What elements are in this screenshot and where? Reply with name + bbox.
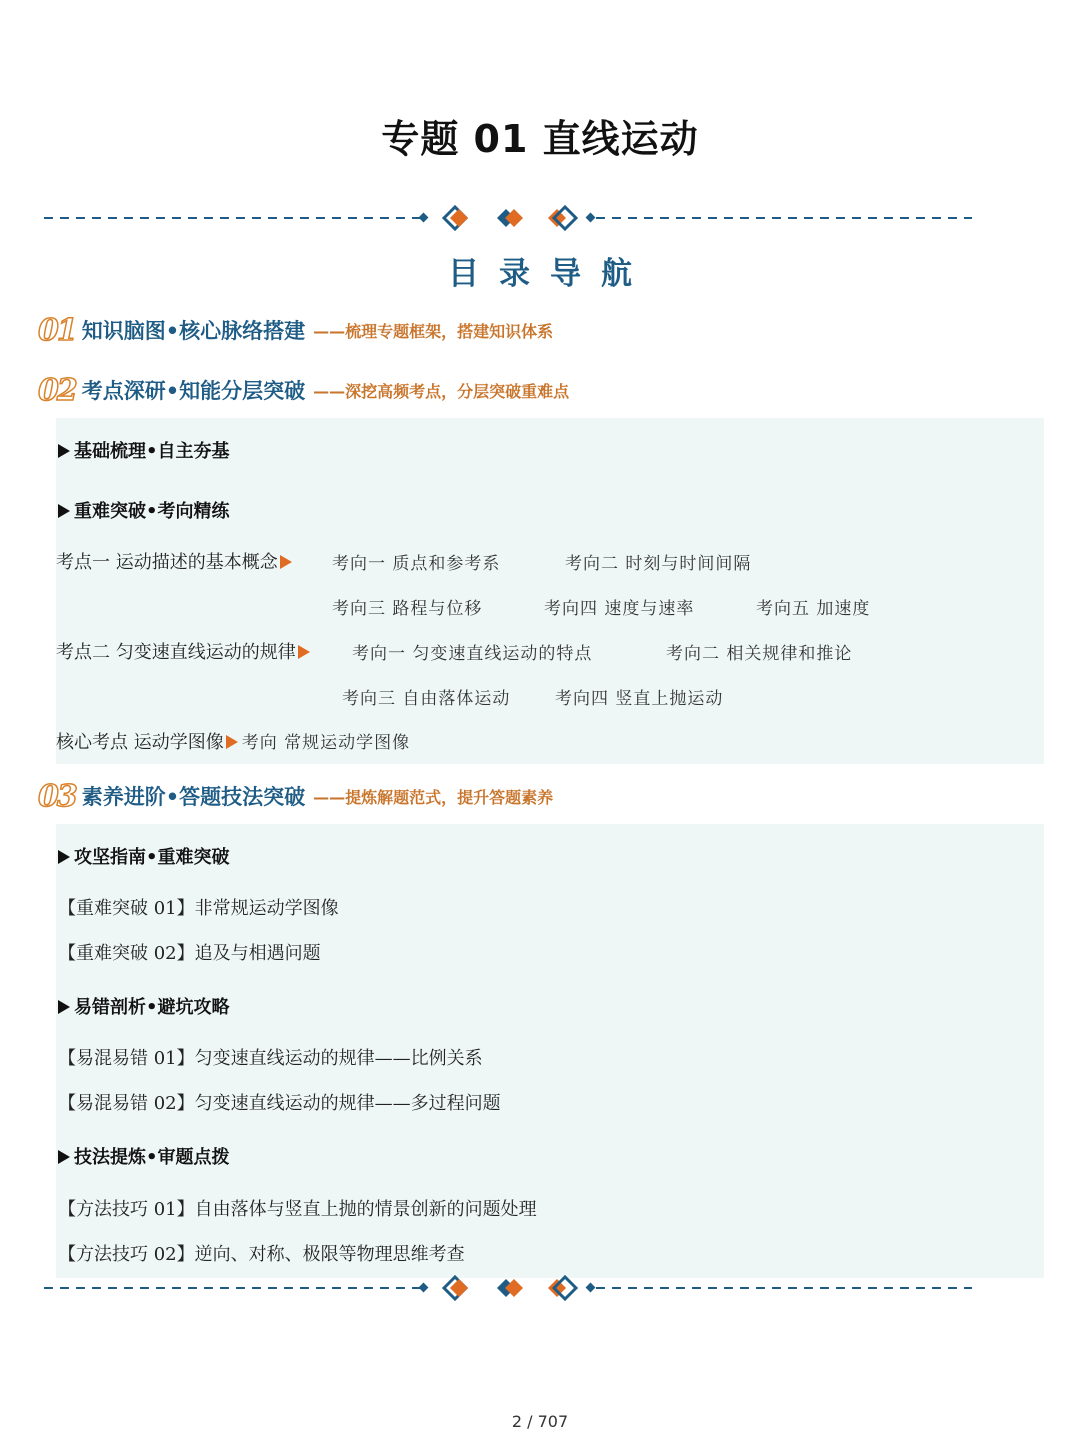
section-title: 考点深研•知能分层突破 — [81, 379, 306, 403]
diamond-ornament-icon — [444, 1277, 576, 1299]
section-03-heading[interactable] — [38, 776, 553, 816]
decorative-divider-bottom — [0, 1273, 1080, 1303]
kp1-dir-3[interactable]: 考向三 路程与位移 — [332, 599, 483, 619]
kp1-dir-4[interactable]: 考向四 速度与速率 — [544, 599, 695, 619]
kp1-dir-1[interactable]: 考向一 质点和参考系 — [332, 554, 501, 574]
triangle-bullet-icon — [58, 444, 70, 458]
section-number: 01 — [38, 312, 76, 348]
subheading-basics[interactable]: 基础梳理•自主夯基 — [58, 437, 230, 463]
kp1-row[interactable] — [56, 548, 296, 574]
section-subtitle: ——梳理专题框架，搭建知识体系 — [313, 321, 554, 341]
triangle-bullet-icon — [58, 850, 70, 864]
diamond-ornament-icon — [444, 207, 576, 229]
section-subtitle: ——深挖高频考点，分层突破重难点 — [313, 381, 570, 401]
subheading-mistakes[interactable]: 易错剖析•避坑攻略 — [58, 993, 230, 1019]
triangle-bullet-icon — [58, 1000, 70, 1014]
section-subtitle: ——提炼解题范式，提升答题素养 — [313, 787, 554, 807]
item-tough-01[interactable]: 【重难突破 01】非常规运动学图像 — [58, 898, 339, 919]
triangle-bullet-icon — [58, 1150, 70, 1164]
page-number: 2 / 707 — [511, 1412, 569, 1431]
toc-title: 目录导航 — [448, 256, 652, 292]
page-title: 专题 01 直线运动 — [381, 117, 699, 161]
decorative-divider-top — [0, 203, 1080, 233]
section-02-heading[interactable] — [38, 370, 569, 410]
kp2-dir-4[interactable]: 考向四 竖直上抛运动 — [555, 689, 724, 709]
kp2-dir-1[interactable]: 考向一 匀变速直线运动的特点 — [352, 644, 593, 664]
subheading-tough[interactable]: 攻坚指南•重难突破 — [58, 843, 230, 869]
kp3-dir-1: 考向 常规运动学图像 — [241, 733, 411, 753]
item-tough-02[interactable]: 【重难突破 02】追及与相遇问题 — [58, 943, 321, 964]
item-method-01[interactable]: 【方法技巧 01】自由落体与竖直上抛的情景创新的问题处理 — [58, 1199, 537, 1220]
section-title: 知识脑图•核心脉络搭建 — [81, 319, 306, 343]
triangle-bullet-icon — [58, 504, 70, 518]
arrow-right-icon — [280, 555, 292, 569]
kp2-row[interactable] — [56, 638, 314, 664]
section-number: 03 — [38, 778, 76, 814]
kp2-label: 考点二 匀变速直线运动的规律 — [56, 642, 296, 663]
section-number: 02 — [38, 372, 76, 408]
kp1-label: 考点一 运动描述的基本概念 — [56, 552, 278, 573]
section-01-heading[interactable] — [38, 310, 553, 350]
subheading-breakthrough[interactable]: 重难突破•考向精练 — [58, 497, 230, 523]
subheading-methods[interactable]: 技法提炼•审题点拨 — [58, 1143, 230, 1169]
section-02-panel — [56, 418, 1044, 764]
kp3-label: 核心考点 运动学图像 — [56, 732, 224, 753]
kp3-row[interactable] — [56, 728, 410, 754]
kp2-dir-3[interactable]: 考向三 自由落体运动 — [342, 689, 511, 709]
kp1-dir-5[interactable]: 考向五 加速度 — [756, 599, 871, 619]
item-method-02[interactable]: 【方法技巧 02】逆向、对称、极限等物理思维考查 — [58, 1244, 465, 1265]
kp2-dir-2[interactable]: 考向二 相关规律和推论 — [666, 644, 853, 664]
arrow-right-icon — [298, 645, 310, 659]
item-mistake-01[interactable]: 【易混易错 01】匀变速直线运动的规律——比例关系 — [58, 1048, 483, 1069]
kp1-dir-2[interactable]: 考向二 时刻与时间间隔 — [565, 554, 752, 574]
arrow-right-icon — [226, 735, 238, 749]
section-title: 素养进阶•答题技法突破 — [81, 785, 306, 809]
item-mistake-02[interactable]: 【易混易错 02】匀变速直线运动的规律——多过程问题 — [58, 1093, 501, 1114]
